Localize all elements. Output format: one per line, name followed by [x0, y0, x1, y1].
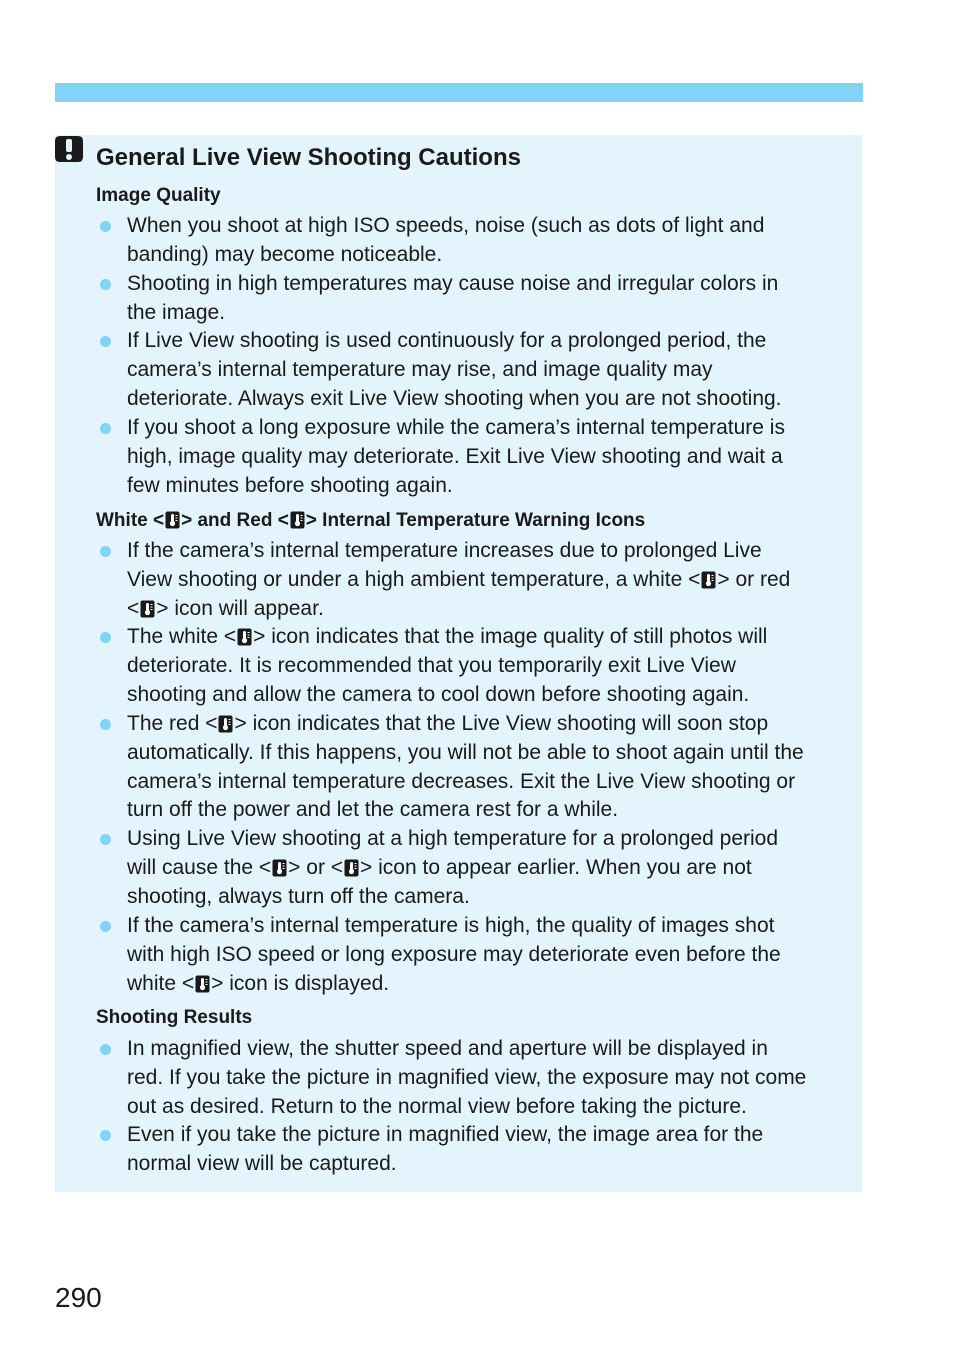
list-item: If you shoot a long exposure while the camera’s internal temperature is high, image quality may deteriorate. Exit Live View shooting and wait a few minutes before shooting again. — [127, 416, 785, 497]
thermometer-icon — [701, 571, 716, 589]
section-heading-temperature-icons: White < > and Red < > Internal Temperature Warning Icons — [96, 510, 646, 531]
caution-title: General Live View Shooting Cautions — [96, 144, 521, 171]
thermometer-icon — [165, 511, 180, 529]
bullet-dot — [100, 279, 111, 290]
bullet-dot — [100, 921, 111, 932]
list-item: Using Live View shooting at a high temperature for a prolonged period will cause the < > or < > icon to appear earlier. When you are not shooting, always turn off the camera. — [127, 827, 779, 908]
thermometer-icon — [218, 715, 233, 733]
bullet-dot — [100, 1130, 111, 1141]
bullet-dot — [100, 834, 111, 845]
list-item: The white < > icon indicates that the image quality of still photos will deteriorate. It is recommended that you temporarily exit Live View shooting and allow the camera to cool down before shooting again. — [127, 625, 768, 706]
page-number: 290 — [55, 1282, 102, 1313]
list-item: In magnified view, the shutter speed and aperture will be displayed in red. If you take the picture in magnified view, the exposure may not come out as desired. Return to the normal view before taking the picture. — [127, 1037, 807, 1118]
caution-icon — [54, 135, 84, 163]
list-item: Shooting in high temperatures may cause noise and irregular colors in the image. — [127, 272, 779, 324]
section-heading-shooting-results: Shooting Results — [96, 1007, 253, 1028]
section-heading-image-quality: Image Quality — [96, 185, 221, 206]
bullet-dot — [100, 221, 111, 232]
thermometer-icon — [272, 859, 287, 877]
bullet-dot — [100, 719, 111, 730]
bullet-dot — [100, 336, 111, 347]
header-color-bar — [55, 83, 863, 102]
thermometer-icon — [290, 511, 305, 529]
bullet-dot — [100, 423, 111, 434]
thermometer-icon — [344, 859, 359, 877]
thermometer-icon — [237, 628, 252, 646]
list-item: If the camera’s internal temperature increases due to prolonged Live View shooting or under a high ambient temperature, a white < > or red < > icon will appear. — [127, 539, 791, 620]
list-item: If the camera’s internal temperature is high, the quality of images shot with high ISO speed or long exposure may deteriorate even before the white < > icon is displayed. — [127, 914, 781, 995]
list-item: The red < > icon indicates that the Live View shooting will soon stop automatically. If this happens, you will not be able to shoot again until the camera’s internal temperature decreases. Exit the Live View shooting or turn off the power and let the camera rest for a while. — [127, 712, 804, 822]
thermometer-icon — [140, 600, 155, 618]
list-item: When you shoot at high ISO speeds, noise (such as dots of light and banding) may become noticeable. — [127, 214, 765, 266]
bullet-dot — [100, 632, 111, 643]
thermometer-icon — [195, 975, 210, 993]
list-item: Even if you take the picture in magnified view, the image area for the normal view will be captured. — [127, 1123, 764, 1175]
bullet-dot — [100, 1044, 111, 1055]
bullet-dot — [100, 546, 111, 557]
list-item: If Live View shooting is used continuously for a prolonged period, the camera’s internal temperature may rise, and image quality may deteriorate. Always exit Live View shooting when you are not shooting. — [127, 329, 782, 410]
